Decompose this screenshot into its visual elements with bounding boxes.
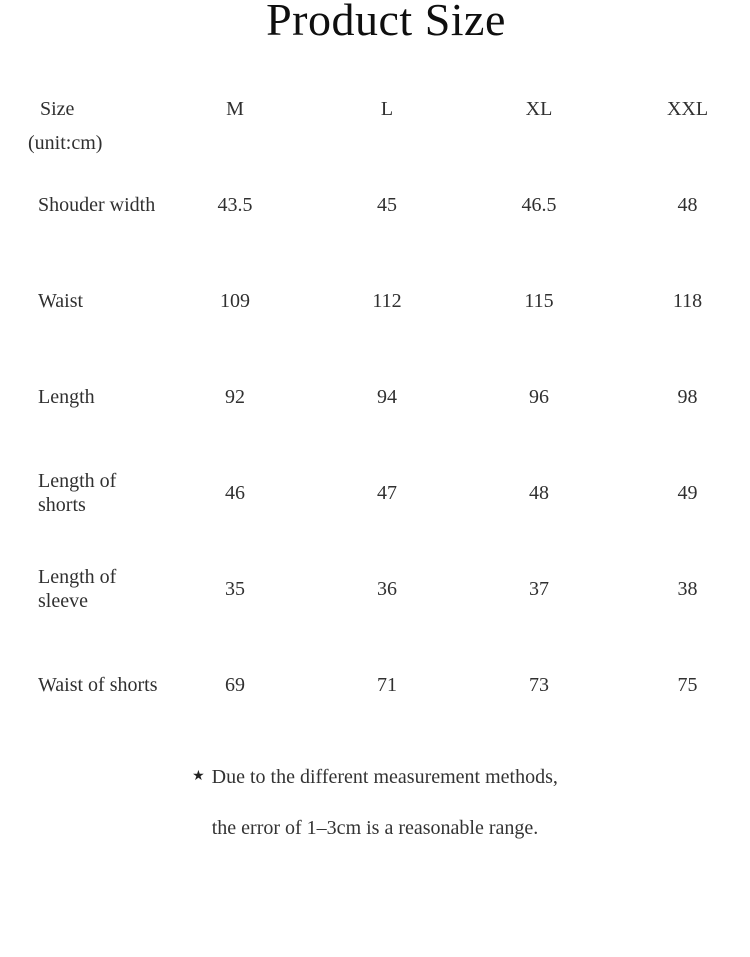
column-header-xxl: XXL [666, 98, 709, 120]
cell-value: 115 [524, 290, 554, 312]
star-icon: ★ [192, 769, 205, 784]
table-header-row [0, 88, 750, 157]
table-row-waist [0, 253, 750, 349]
measurement-note [0, 751, 750, 854]
cell-value: 69 [225, 674, 245, 696]
cell-value: 96 [529, 386, 549, 408]
cell-value: 37 [529, 578, 549, 600]
cell-value: 45 [377, 194, 397, 216]
row-label: Waist of shorts [38, 674, 158, 696]
cell-value: 73 [529, 674, 549, 696]
unit-label: (unit:cm) [28, 132, 103, 154]
column-header-xl: XL [525, 98, 553, 120]
cell-value: 109 [220, 290, 250, 312]
cell-value: 92 [225, 386, 245, 408]
cell-value: 38 [677, 578, 698, 600]
row-label: Length of sleeve [38, 566, 117, 612]
row-label: Length of shorts [38, 470, 117, 516]
row-label: Shouder width [38, 194, 156, 216]
size-header-cell [0, 88, 163, 160]
table-row-length [0, 349, 750, 445]
table-row-shoulder-width [0, 157, 750, 253]
cell-value: 48 [677, 194, 698, 216]
size-header-label: Size [40, 98, 75, 120]
size-table [0, 88, 750, 733]
table-row-waist-of-shorts [0, 637, 750, 733]
cell-value: 94 [377, 386, 397, 408]
page-title: Product Size [266, 0, 506, 45]
cell-value: 118 [672, 290, 703, 312]
cell-value: 98 [677, 386, 698, 408]
row-label: Length [38, 386, 95, 408]
row-label: Waist [38, 290, 84, 312]
column-header-m: M [226, 98, 244, 120]
table-row-length-of-sleeve [0, 541, 750, 637]
note-line-2: the error of 1–3cm is a reasonable range. [211, 817, 539, 839]
table-row-length-of-shorts [0, 445, 750, 541]
cell-value: 35 [225, 578, 245, 600]
cell-value: 49 [677, 482, 698, 504]
cell-value: 46 [225, 482, 245, 504]
cell-value: 71 [377, 674, 397, 696]
cell-value: 43.5 [217, 194, 253, 216]
column-header-l: L [380, 98, 394, 120]
cell-value: 47 [377, 482, 397, 504]
cell-value: 46.5 [521, 194, 557, 216]
cell-value: 75 [677, 674, 698, 696]
note-text-1: Due to the different measurement methods, [211, 766, 558, 788]
note-line-1 [0, 751, 750, 803]
cell-value: 112 [372, 290, 402, 312]
cell-value: 48 [529, 482, 549, 504]
cell-value: 36 [377, 578, 397, 600]
